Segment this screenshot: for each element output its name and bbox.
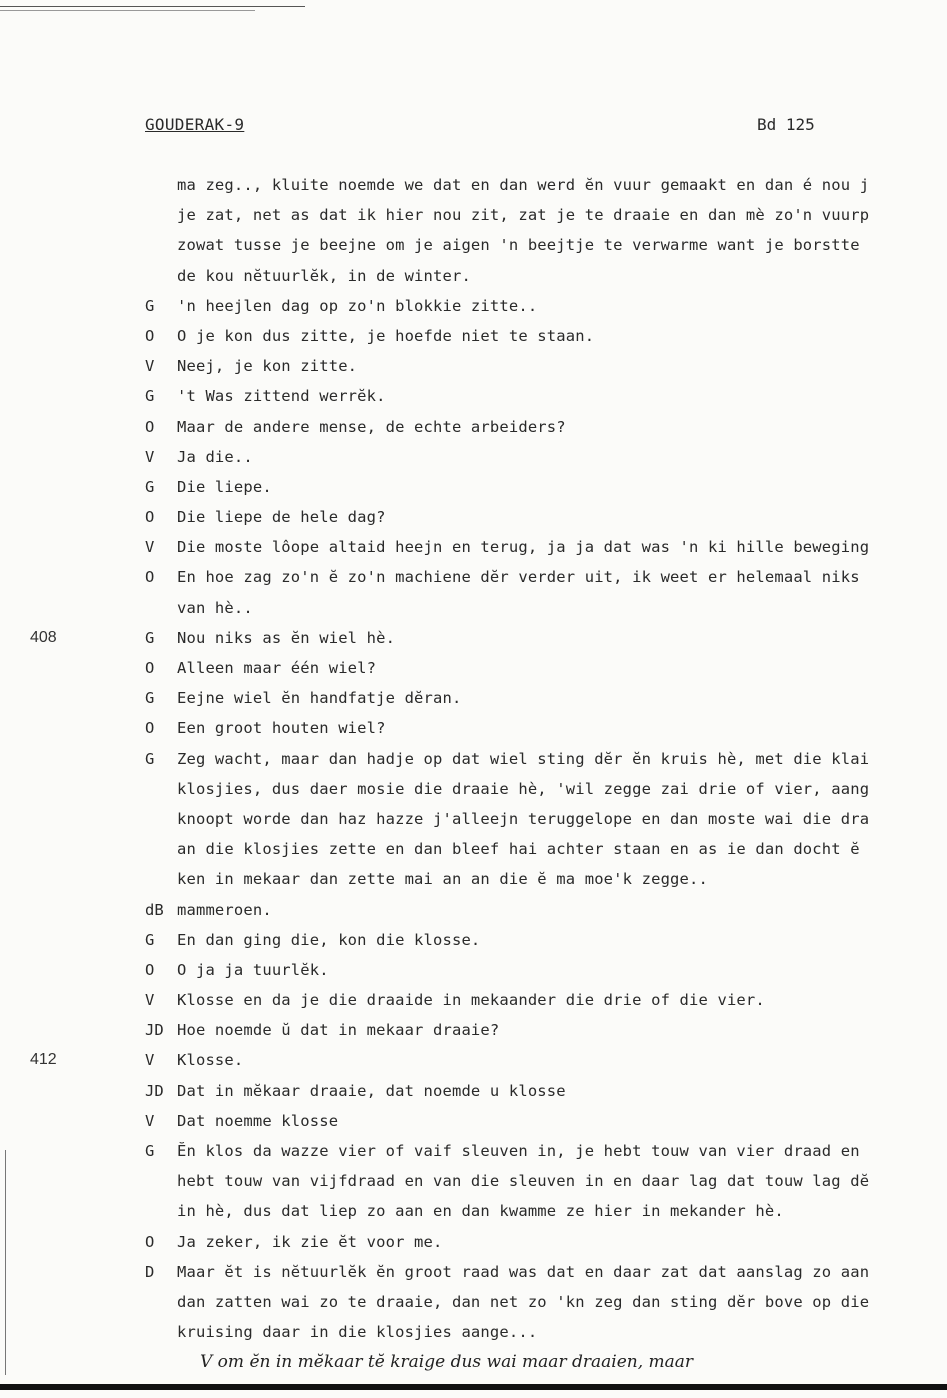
utterance-text: Maar ĕt is nĕtuurlĕk ĕn groot raad was dat en daar zat dat aanslag zo aan <box>177 1262 870 1281</box>
transcript-line <box>0 563 947 593</box>
speaker-label: O <box>145 326 155 345</box>
utterance-text: 't Was zittend werrĕk. <box>177 387 386 406</box>
speaker-label: JD <box>145 1021 164 1040</box>
utterance-text: zowat tusse je beejne om je aigen 'n beejtje te verwarme want je borstte <box>177 236 860 255</box>
utterance-text: knoopt worde dan haz hazze j'alleejn teruggelope en dan moste wai die dra <box>177 809 870 828</box>
speaker-label: D <box>145 1262 155 1281</box>
speaker-label: G <box>145 387 155 406</box>
transcript-line <box>0 382 947 412</box>
transcript-line <box>0 443 947 473</box>
utterance-text: Eejne wiel ĕn handfatje dĕran. <box>177 689 462 708</box>
transcript-line <box>0 624 947 654</box>
utterance-text: Klosse. <box>177 1051 244 1070</box>
transcript-line <box>0 986 947 1016</box>
utterance-text: Maar de andere mense, de echte arbeiders? <box>177 417 566 436</box>
speaker-label: JD <box>145 1081 164 1100</box>
utterance-text: Ja die.. <box>177 447 253 466</box>
handwritten-note: V om ĕn in mĕkaar tĕ kraige dus wai maar draaien, maar <box>200 1352 694 1372</box>
transcript-line <box>0 1167 947 1197</box>
transcript-line <box>0 1137 947 1167</box>
utterance-text: ken in mekaar dan zette mai an an die ĕ ma moe'k zegge.. <box>177 870 708 889</box>
transcript-line <box>0 1197 947 1227</box>
transcript-line <box>0 352 947 382</box>
utterance-text: Die liepe de hele dag? <box>177 508 386 527</box>
transcript-line <box>0 714 947 744</box>
utterance-text: an die klosjies zette en dan bleef hai achter staan en as ie dan docht ĕ <box>177 840 860 859</box>
transcript-line <box>0 171 947 201</box>
utterance-text: dan zatten wai zo te draaie, dan net zo 'kn zeg dan sting dĕr bove op die <box>177 1292 870 1311</box>
top-rule <box>0 6 305 7</box>
margin-line <box>5 1150 6 1375</box>
transcript-line <box>0 1077 947 1107</box>
page-reference: Bd 125 <box>757 115 815 134</box>
utterance-text: ma zeg.., kluite noemde we dat en dan werd ĕn vuur gemaakt en dan é nou j <box>177 176 870 194</box>
speaker-label: V <box>145 991 155 1010</box>
utterance-text: mammeroen. <box>177 900 272 919</box>
speaker-label: O <box>145 659 155 677</box>
speaker-label: O <box>145 508 155 527</box>
speaker-label: dB <box>145 900 164 919</box>
utterance-text: Hoe noemde ŭ dat in mekaar draaie? <box>177 1021 500 1040</box>
line-counter-number: 412 <box>30 1051 57 1069</box>
document-title: GOUDERAK-9 <box>145 115 245 134</box>
utterance-text: van hè.. <box>177 598 253 617</box>
speaker-label: G <box>145 628 155 647</box>
utterance-text: O ja ja tuurlĕk. <box>177 960 329 979</box>
transcript-line <box>0 805 947 835</box>
speaker-label: V <box>145 1051 155 1070</box>
utterance-text: Zeg wacht, maar dan hadje op dat wiel sting dĕr ĕn kruis hè, met die klai <box>177 749 870 768</box>
speaker-label: V <box>145 1111 155 1130</box>
utterance-text: Ja zeker, ik zie ĕt voor me. <box>177 1232 443 1251</box>
utterance-text: Klosse en da je die draaide in mekaander die drie of die vier. <box>177 991 765 1010</box>
transcript-line <box>0 1318 947 1348</box>
utterance-text: Die moste lôope altaid heejn en terug, ja ja dat was 'n ki hille beweging <box>177 538 870 557</box>
transcript-line <box>0 926 947 956</box>
transcript-line <box>0 473 947 503</box>
transcript-line <box>0 503 947 533</box>
transcript-line <box>0 1107 947 1137</box>
utterance-text: 'n heejlen dag op zo'n blokkie zitte.. <box>177 296 538 315</box>
speaker-label: G <box>145 930 155 949</box>
utterance-text: je zat, net as dat ik hier nou zit, zat je te draaie en dan mè zo'n vuurp <box>177 206 870 225</box>
transcript-line <box>0 654 947 684</box>
speaker-label: O <box>145 719 155 738</box>
utterance-text: Dat noemme klosse <box>177 1111 339 1130</box>
speaker-label: V <box>145 447 155 466</box>
utterance-text: kruising daar in die klosjies aange... <box>177 1323 538 1342</box>
utterance-text: Nou niks as ĕn wiel hè. <box>177 628 396 647</box>
transcript-line <box>0 201 947 231</box>
utterance-text: klosjies, dus daer mosie die draaie hè, 'wil zegge zai drie of vier, aang <box>177 779 870 798</box>
utterance-text: En hoe zag zo'n ĕ zo'n machiene dĕr verder uit, ik weet er helemaal niks <box>177 568 860 587</box>
transcript-line <box>0 775 947 805</box>
speaker-label: G <box>145 477 155 496</box>
transcript-line <box>0 533 947 563</box>
line-counter-number: 408 <box>30 628 57 646</box>
speaker-label: O <box>145 1232 155 1251</box>
transcript-line <box>0 594 947 624</box>
speaker-label: O <box>145 568 155 587</box>
speaker-label: V <box>145 357 155 376</box>
transcript-line <box>0 956 947 986</box>
utterance-text: hebt touw van vijfdraad en van die sleuven in en daar lag dat touw lag dĕ <box>177 1172 870 1191</box>
top-rule-secondary <box>0 10 255 11</box>
speaker-label: G <box>145 749 155 768</box>
transcript-line <box>0 684 947 714</box>
transcript-line <box>0 231 947 261</box>
speaker-label: G <box>145 689 155 708</box>
speaker-label: O <box>145 417 155 436</box>
transcript-line <box>0 1288 947 1318</box>
utterance-text: O je kon dus zitte, je hoefde niet te staan. <box>177 326 595 345</box>
transcript-line <box>0 865 947 895</box>
transcript-line <box>0 1228 947 1258</box>
transcript-line <box>0 413 947 443</box>
utterance-text: Neej, je kon zitte. <box>177 357 358 376</box>
speaker-label: G <box>145 296 155 315</box>
utterance-text: Die liepe. <box>177 477 272 496</box>
utterance-text: Alleen maar één wiel? <box>177 659 377 677</box>
utterance-text: Ĕn klos da wazze vier of vaif sleuven in, je hebt touw van vier draad en <box>177 1142 860 1160</box>
transcript-line <box>0 745 947 775</box>
transcript-line <box>0 1258 947 1288</box>
utterance-text: de kou nĕtuurlĕk, in de winter. <box>177 266 471 285</box>
speaker-label: G <box>145 1142 155 1160</box>
transcript-line <box>0 896 947 926</box>
transcript-line <box>0 1016 947 1046</box>
transcript-body <box>0 171 947 1348</box>
utterance-text: En dan ging die, kon die klosse. <box>177 930 481 949</box>
transcript-line <box>0 262 947 292</box>
transcript-line <box>0 292 947 322</box>
speaker-label: V <box>145 538 155 557</box>
utterance-text: Dat in mĕkaar draaie, dat noemde u klosse <box>177 1081 566 1100</box>
utterance-text: Een groot houten wiel? <box>177 719 386 738</box>
speaker-label: O <box>145 960 155 979</box>
transcript-line <box>0 1046 947 1076</box>
utterance-text: in hè, dus dat liep zo aan en dan kwamme ze hier in mekander hè. <box>177 1202 784 1221</box>
transcript-line <box>0 835 947 865</box>
bottom-rule <box>0 1384 947 1390</box>
transcript-line <box>0 322 947 352</box>
